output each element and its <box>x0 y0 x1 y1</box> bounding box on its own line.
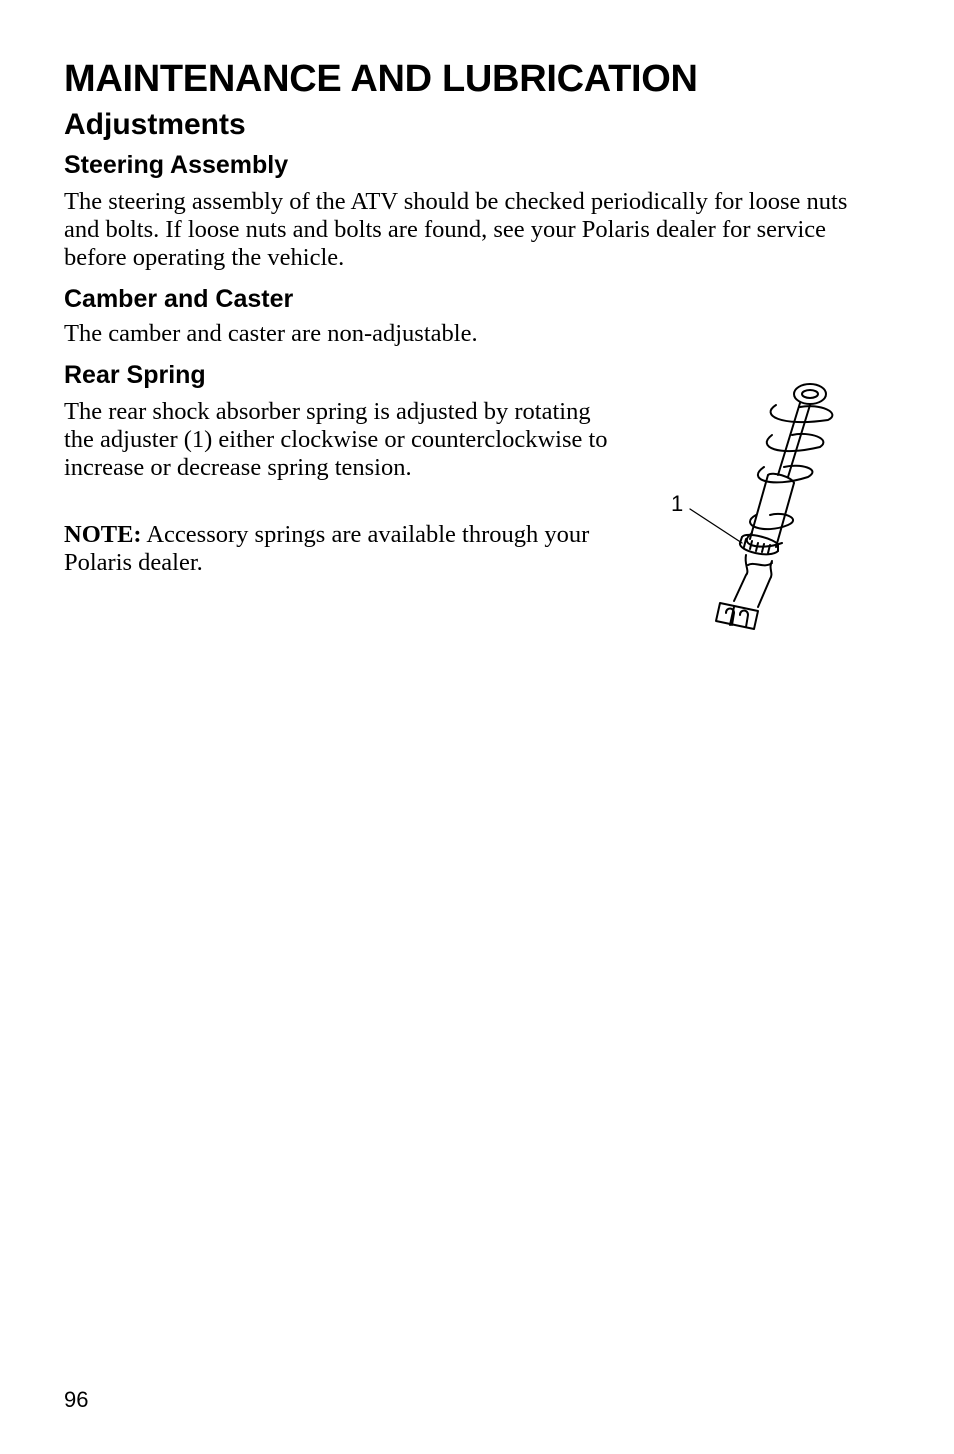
page-number: 96 <box>64 1387 89 1412</box>
rear-spring-text: The rear shock absorber spring is adjusted by rotating the adjuster (1) either clockwise or counterclockwise to increase or decrease spring tension. <box>64 398 608 481</box>
steering-assembly-text: The steering assembly of the ATV should be checked periodically for loose nuts and bolts. If loose nuts and bolts are found, see your Polaris dealer for service before operating the vehicle. <box>64 188 848 271</box>
steering-assembly-heading: Steering Assembly <box>64 151 289 179</box>
note-text: Accessory springs are available through your Polaris dealer. <box>64 521 590 576</box>
note-paragraph <box>64 521 624 577</box>
camber-caster-heading: Camber and Caster <box>64 285 294 313</box>
callout-1-label: 1 <box>671 491 684 516</box>
camber-caster-text: The camber and caster are non-adjustable. <box>64 320 478 347</box>
section-title: Adjustments <box>64 108 246 141</box>
rear-spring-heading: Rear Spring <box>64 361 206 389</box>
note-label: NOTE: <box>64 521 142 548</box>
chapter-title: MAINTENANCE AND LUBRICATION <box>64 58 698 100</box>
rear-shock-illustration <box>660 375 850 640</box>
